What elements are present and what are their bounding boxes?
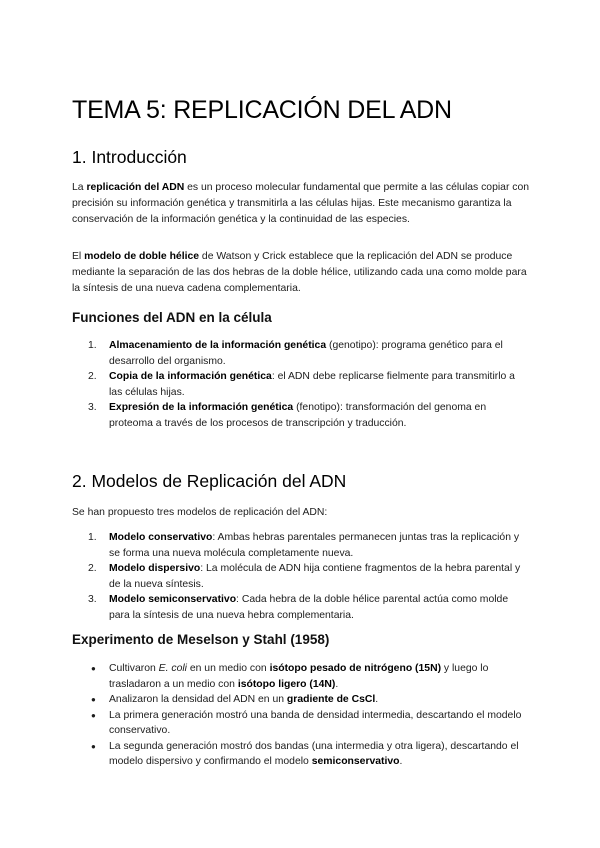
list-number: 3.: [88, 402, 97, 413]
list-item: [88, 661, 528, 692]
bold-term: Expresión de la información genética: [109, 402, 294, 413]
section-heading-modelos: 2. Modelos de Replicación del ADN: [72, 471, 347, 491]
text: : el ADN debe replicarse fielmente para transmitirlo a las células hijas.: [109, 371, 515, 398]
bold-term: modelo de doble hélice: [84, 251, 200, 262]
models-intro: Se han propuesto tres modelos de replicación del ADN:: [72, 507, 328, 518]
text: .: [375, 694, 379, 705]
list-number: 1.: [88, 532, 97, 543]
text: : Ambas hebras parentales permanecen juntas tras la replicación y se forma una nueva molécula completamente nueva.: [109, 532, 520, 559]
list-item: [88, 338, 528, 369]
text: Cultivaron: [109, 663, 159, 674]
text: : La molécula de ADN hija contiene fragmentos de la hebra parental y de la nueva síntesis.: [109, 563, 521, 590]
bullet-icon: ●: [91, 741, 96, 751]
bold-term: gradiente de CsCl: [286, 694, 376, 705]
text: El: [72, 251, 85, 262]
list-item: [88, 400, 528, 431]
text: es un proceso molecular fundamental que permite a las células copiar con precisión su información genética y transmitirla a las células hijas. Este mecanismo garantiza la conservación de la información genética y la continuidad de las especies.: [72, 182, 530, 225]
list-number: 2.: [88, 371, 97, 382]
bold-term: Almacenamiento de la información genética: [109, 340, 327, 351]
list-item: [88, 708, 528, 739]
text: y luego lo trasladaron a un medio con: [109, 663, 489, 690]
bullet-icon: ●: [91, 710, 96, 720]
bold-term: isótopo pesado de nitrógeno (15N): [269, 663, 442, 674]
text: de Watson y Crick establece que la replicación del ADN se produce mediante la separación de las dos hebras de la doble hélice, utilizando cada una como molde para la síntesis de una nueva cadena complementaria.: [72, 251, 527, 294]
text: (genotipo): programa genético para el desarrollo del organismo.: [109, 340, 503, 367]
italic-term: E. coli: [158, 663, 187, 674]
functions-list: [88, 338, 528, 431]
intro-paragraph-2: [72, 249, 532, 297]
text: La: [72, 182, 87, 193]
list-item: [88, 739, 528, 770]
text: .: [399, 756, 403, 767]
list-item: [88, 369, 528, 400]
models-list: [88, 530, 528, 623]
text: (fenotipo): transformación del genoma en proteoma a través de los procesos de transcripción y traducción.: [109, 402, 487, 429]
text: : Cada hebra de la doble hélice parental actúa como molde para la síntesis de una nueva hebra complementaria.: [109, 594, 509, 621]
subheading-funciones: Funciones del ADN en la célula: [72, 310, 272, 325]
list-item: [88, 530, 528, 561]
text: La primera generación mostró una banda de densidad intermedia, descartando el modelo conservativo.: [109, 709, 522, 736]
bullet-icon: ●: [91, 664, 96, 673]
bold-term: Modelo semiconservativo: [109, 594, 237, 605]
list-number: 2.: [88, 563, 97, 574]
text: Analizaron la densidad del ADN en un: [109, 694, 287, 705]
list-item: [88, 692, 528, 708]
bold-term: Copia de la información genética: [109, 371, 272, 382]
list-item: [88, 561, 528, 592]
experiment-bullets: [88, 661, 528, 770]
bold-term: Modelo dispersivo: [109, 563, 201, 574]
bold-term: replicación del ADN: [86, 182, 185, 193]
bold-term: Modelo conservativo: [109, 532, 213, 543]
intro-paragraph-1: [72, 180, 532, 228]
list-item: [88, 592, 528, 623]
subheading-experimento: Experimento de Meselson y Stahl (1958): [72, 632, 330, 647]
bold-term: isótopo ligero (14N): [237, 678, 336, 690]
text: La segunda generación mostró dos bandas (una intermedia y otra ligera), descartando el modelo dispersivo y confirmando el modelo: [109, 740, 519, 767]
text: en un medio con: [186, 663, 270, 674]
bullet-icon: ●: [91, 695, 96, 704]
list-number: 1.: [88, 340, 97, 351]
list-number: 3.: [88, 594, 97, 605]
page-title: TEMA 5: REPLICACIÓN DEL ADN: [72, 96, 452, 124]
bold-term: semiconservativo: [311, 756, 400, 767]
text: .: [335, 678, 339, 690]
section-heading-introduccion: 1. Introducción: [72, 147, 187, 167]
